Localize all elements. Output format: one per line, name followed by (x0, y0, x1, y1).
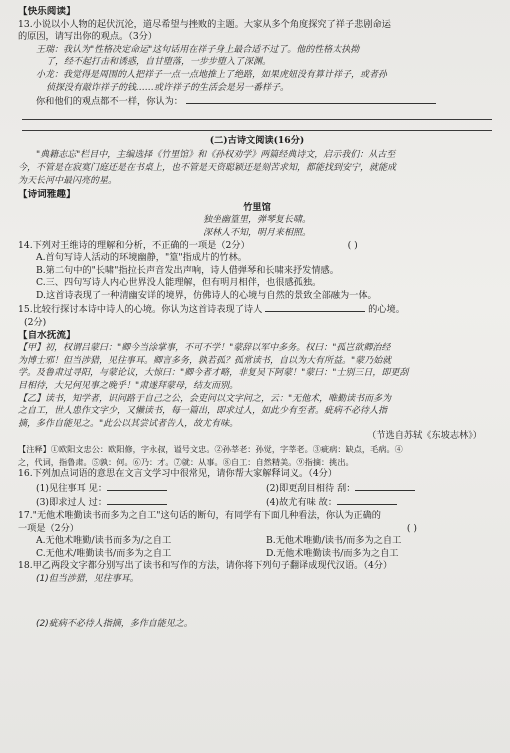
q16-item (266, 495, 496, 510)
poem-title: 竹里馆 (243, 201, 271, 213)
q16-row (18, 495, 496, 510)
notes-line: 【注释】①欧阳文忠公：欧阳修，字永叔，谥号文忠。②孙莘老：孙觉，字莘老。③疵病：缺点，毛病。④ (18, 444, 403, 454)
yi-line: 摘，多作自能见之。"此公以其尝试者告人，故尤有味。 (18, 418, 239, 429)
q17-row (18, 535, 496, 548)
q17-stem: 17."无他术唯勤读书而多为之自工"这句话的断句，有同学有下面几种看法，你认为正确的 (18, 509, 381, 521)
q18-sentence: (2)疵病不必待人指摘，多作自能见之。 (36, 618, 193, 629)
jia-line: 目相待，大兄何见事之晚乎！"肃遂拜蒙母，结友而别。 (18, 381, 239, 392)
q13-view-a-cont: 了，经不起打击和诱惑，自甘堕落，一步步堕入了深渊。 (46, 57, 272, 68)
q17-option: C.无他术/唯勤读书/而多为之自工 (36, 547, 172, 559)
q13-answer-blank[interactable] (186, 94, 436, 104)
q16-answer-blank[interactable] (107, 495, 167, 505)
intro-line: "典籍志忘"栏目中，主编选择《竹里馆》和《孙权劝学》两篇经典诗文，启示我们：从古至 (36, 150, 396, 161)
jia-line: 【甲】初，权谓吕蒙曰："卿今当涂掌事，不可不学！"蒙辞以军中多务。权曰："孤岂欲卿治经 (18, 343, 391, 354)
q14-option: D.这首诗表现了一种清幽安详的境界，仿佛诗人的心境与自然的景致全部融为一体。 (36, 289, 377, 301)
q17-option: B.无他术唯勤/读书/而多为之自工 (266, 535, 402, 547)
answer-line[interactable] (22, 120, 492, 131)
q16-stem: 16.下列加点词语的意思在文言文学习中很常见，请你帮大家解释词义。（4分） (18, 468, 338, 480)
q16-item-text: (1)见往事耳 见： (36, 482, 108, 494)
notes-line: 之，代词，指鲁肃。⑤孰：何。⑥乃：才。⑦就：从事。⑧自工：自然精美。⑨指摘：挑出。 (18, 456, 354, 467)
q16-answer-blank[interactable] (107, 481, 167, 491)
q16-item-text: (3)即求过人 过： (36, 497, 108, 509)
yi-source: （节选自苏轼《东坡志林》） (367, 430, 482, 442)
q17-row (18, 548, 496, 561)
q16-item-text: (4)故尤有味 故： (266, 497, 338, 509)
q16-item (266, 481, 496, 496)
q17-answer-paren[interactable]: ( ) (406, 522, 417, 534)
q14-stem (18, 240, 496, 253)
answer-line[interactable] (22, 109, 492, 120)
section-heading: 【快乐阅读】 (18, 6, 76, 17)
q13-prompt-text: 你和他们的观点都不一样，你认为： (36, 96, 183, 108)
q15-stem (18, 302, 496, 317)
q18-sentence: (1)但当涉猎，见往事耳。 (36, 573, 139, 584)
q13-view-b: 小龙：我觉得是周围的人把祥子一点一点地推上了绝路，如果虎妞没有算计祥子，或者孙 (36, 69, 388, 80)
poem-line: 独坐幽篁里，弹琴复长啸。 (202, 215, 311, 226)
jia-line: 学。及鲁肃过寻阳，与蒙论议，大惊曰："卿今者才略，非复吴下阿蒙！"蒙曰："士别三日，即更刮 (18, 368, 409, 379)
q16-item (36, 481, 266, 496)
intro-line: 今，不管是在寂寞门庭还是在书桌上，也不管是天资聪颖还是刻苦求知，都能找到安宁，就能成 (18, 162, 397, 173)
q18-answer-space[interactable] (18, 586, 496, 618)
part2-title: (二)古诗文阅读(16分) (209, 134, 305, 146)
q16-item (36, 495, 266, 510)
poem-heading: 【诗词雅趣】 (18, 189, 76, 201)
yi-line: 之自工，世人患作文字少，又懒读书，每一篇出，即求过人，如此少有至者。疵病不必待人指 (18, 406, 388, 417)
q13-stem: 13.小说以小人物的起伏沉沦，道尽希望与挫败的主题。大家从多个角度探究了祥子悲剧命运 (18, 18, 391, 30)
poem-line: 深林人不知，明月来相照。 (202, 227, 311, 238)
q13-view-a: 王瑞：我认为"性格决定命运"这句话用在祥子身上最合适不过了。他的性格太执拗 (36, 44, 360, 55)
q15-score: (2分) (24, 317, 47, 329)
q16-answer-blank[interactable] (355, 481, 415, 491)
q15-tail: 的心境。 (368, 304, 405, 316)
q16-item-text: (2)即更刮目相待 刮： (266, 482, 356, 494)
prose-heading: 【自水抚流】 (18, 329, 76, 341)
jia-line: 为博士邪！但当涉猎，见往事耳。卿言多务，孰若孤？孤常读书，自以为大有所益。"蒙乃始就 (18, 355, 392, 366)
q13-view-b-cont: 侦探没有敲诈祥子的钱……或许祥子的生活会是另一番样子。 (46, 82, 290, 93)
q14-stem-text: 14.下列对王维诗的理解和分析，不正确的一项是（2分） (18, 239, 250, 251)
q14-option: C.三、四句写诗人内心世界没人能理解，但有明月相伴，也很感孤独。 (36, 277, 322, 289)
q13-stem-cont: 的原因，请写出你的观点。（3分） (18, 31, 158, 43)
q16-row (18, 481, 496, 496)
q17-option: A.无他术唯勤/读书而多为/之自工 (36, 535, 172, 547)
q17-stem-text: 一项是（2分） (18, 522, 79, 534)
q13-prompt (18, 94, 496, 109)
q17-stem-cont (18, 523, 496, 536)
q17-option: D.无他术唯勤读书/而多为之自工 (266, 547, 399, 559)
yi-line: 【乙】读书，知学者，识问路于自己之公，会吏问以文字问之，云："无他术，唯勤读书而多为 (18, 393, 392, 404)
intro-line: 为天长河中最闪亮的星。 (18, 175, 118, 186)
q14-option: B.第二句中的"长啸"指拉长声音发出声响，诗人借弹琴和长啸来抒发情感。 (36, 264, 339, 276)
q16-answer-blank[interactable] (337, 495, 397, 505)
q18-stem: 18.甲乙两段文字都分别写出了读书和写作的方法，请你将下列句子翻译成现代汉语。（4分） (18, 560, 393, 572)
q15-stem-text: 15.比较行探讨本诗中诗人的心境。你认为这首诗表现了诗人 (18, 304, 263, 316)
q15-answer-blank[interactable] (265, 302, 365, 312)
q14-answer-paren[interactable]: ( ) (347, 239, 358, 251)
q14-option: A.首句写诗人活动的环境幽静，"篁"指成片的竹林。 (36, 252, 247, 264)
